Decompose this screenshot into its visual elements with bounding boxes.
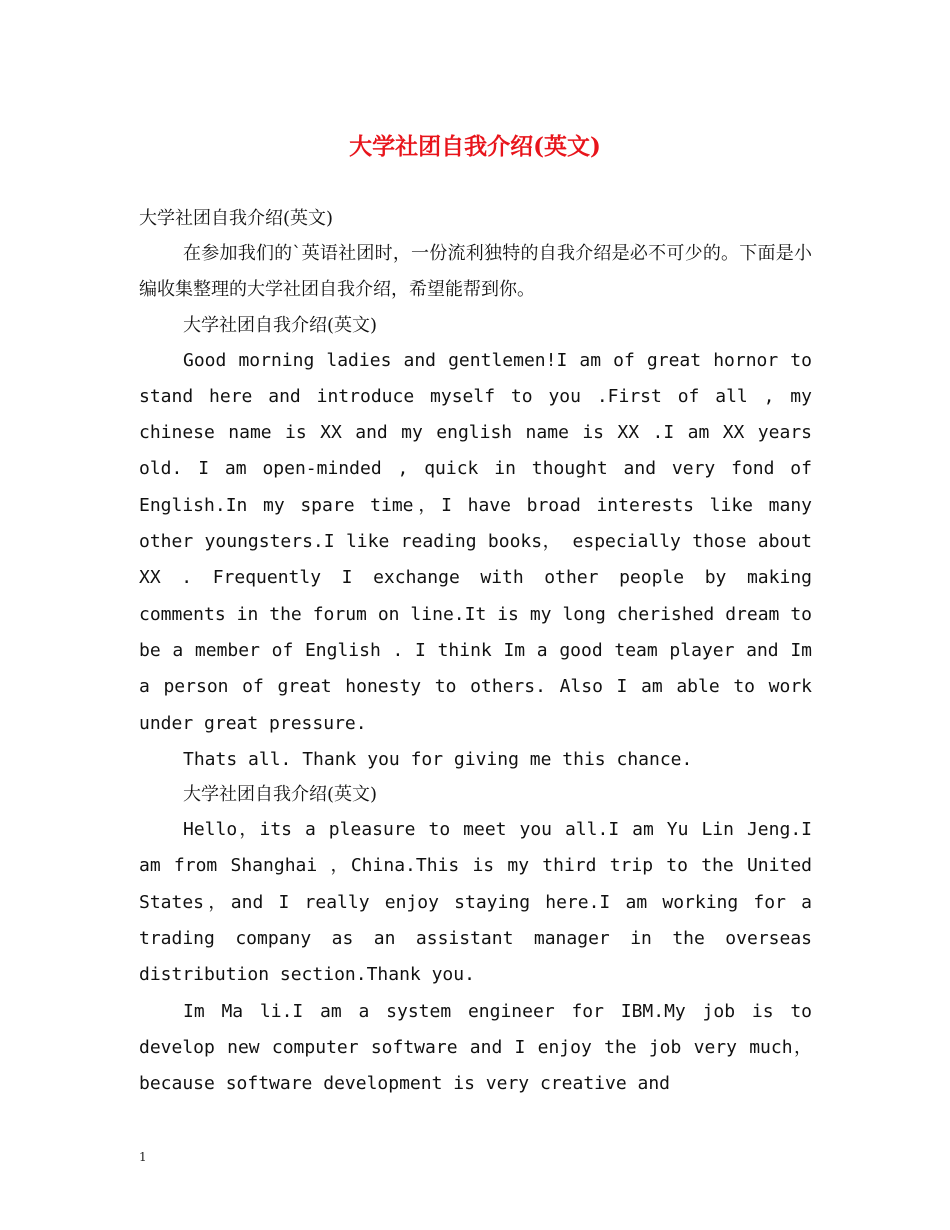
speech-paragraph-2: Hello，its a pleasure to meet you all.I am Yu Lin Jeng.I am from Shanghai ，China.This is my third trip to the United States，and I really enjoy staying here.I am working for a trading company as an assistant manager in the overseas distribution section.Thank you. (139, 819, 812, 986)
intro-heading: 大学社团自我介绍(英文) (139, 208, 334, 229)
section-heading-1: 大学社团自我介绍(英文) (183, 314, 378, 336)
speech-paragraph-3: Im Ma li.I am a system engineer for IBM.My job is to develop new computer software and I enjoy the job very much，because software development is very creative and (139, 1000, 812, 1095)
section-heading-2: 大学社团自我介绍(英文) (183, 784, 378, 806)
page-number: 1 (139, 1150, 147, 1164)
speech-closing: Thats all. Thank you for giving me this chance. (183, 748, 693, 770)
intro-paragraph: 在参加我们的`英语社团时，一份流利独特的自我介绍是必不可少的。下面是小编收集整理的大学社团自我介绍，希望能帮到你。 (139, 243, 812, 301)
speech-paragraph-1: Good morning ladies and gentlemen!I am of great hornor to stand here and introduce myself to you .First of all , my chinese name is XX and my english name is XX .I am XX years old. I am open-minded , quick in thought and very fond of English.In my spare time，I have broad interests like many other youngsters.I like reading books， especially those about XX . Frequently I exchange with other people by making comments in the forum on line.It is my long cherished dream to be a member of English . I think Im a good team player and Im a person of great honesty to others. Also I am able to work under great pressure. (139, 349, 812, 734)
document-title: 大学社团自我介绍(英文) (349, 133, 601, 160)
document-body (139, 202, 812, 1103)
